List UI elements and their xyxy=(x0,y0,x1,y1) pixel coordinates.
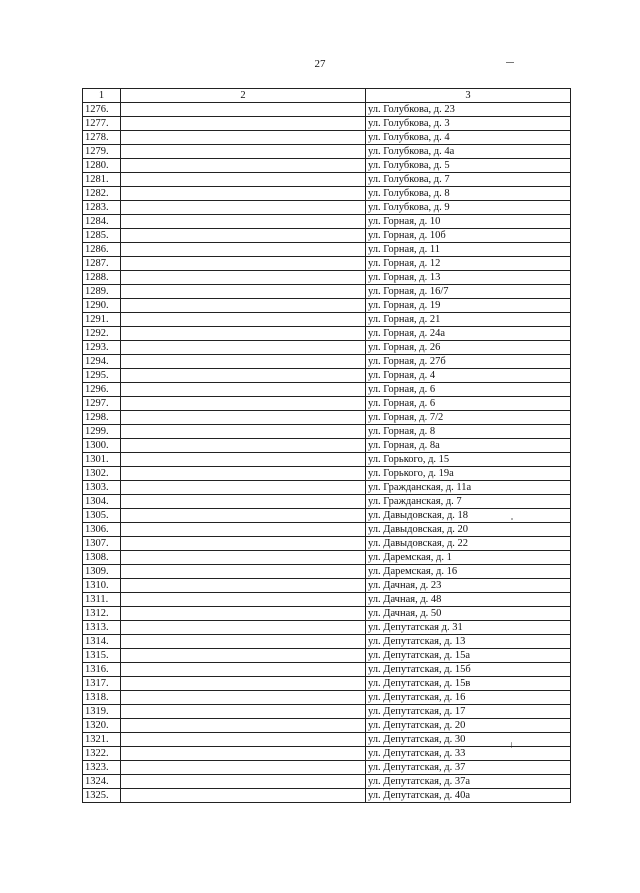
address-cell: ул. Депутатская, д. 15а xyxy=(366,649,571,663)
table-row xyxy=(83,593,571,607)
empty-cell xyxy=(121,173,366,187)
address-cell: ул. Депутатская, д. 37а xyxy=(366,775,571,789)
empty-cell xyxy=(121,621,366,635)
row-number: 1311. xyxy=(83,593,121,607)
address-cell: ул. Голубкова, д. 4 xyxy=(366,131,571,145)
address-cell: ул. Давыдовская, д. 20 xyxy=(366,523,571,537)
empty-cell xyxy=(121,481,366,495)
table-row xyxy=(83,243,571,257)
empty-cell xyxy=(121,411,366,425)
table-row xyxy=(83,551,571,565)
empty-cell xyxy=(121,775,366,789)
empty-cell xyxy=(121,355,366,369)
address-cell: ул. Горная, д. 26 xyxy=(366,341,571,355)
row-number: 1317. xyxy=(83,677,121,691)
table-row xyxy=(83,733,571,747)
address-cell: ул. Горная, д. 6 xyxy=(366,397,571,411)
empty-cell xyxy=(121,439,366,453)
empty-cell xyxy=(121,733,366,747)
address-cell: ул. Депутатская, д. 13 xyxy=(366,635,571,649)
table-row xyxy=(83,341,571,355)
table-row xyxy=(83,621,571,635)
empty-cell xyxy=(121,383,366,397)
row-number: 1324. xyxy=(83,775,121,789)
address-cell: ул. Даремская, д. 16 xyxy=(366,565,571,579)
address-cell: ул. Голубкова, д. 7 xyxy=(366,173,571,187)
table-row xyxy=(83,607,571,621)
address-cell: ул. Горная, д. 21 xyxy=(366,313,571,327)
table-row xyxy=(83,495,571,509)
row-number: 1293. xyxy=(83,341,121,355)
row-number: 1305. xyxy=(83,509,121,523)
table-row xyxy=(83,509,571,523)
address-cell: ул. Горная, д. 8 xyxy=(366,425,571,439)
table-row xyxy=(83,565,571,579)
empty-cell xyxy=(121,691,366,705)
address-cell: ул. Депутатская, д. 37 xyxy=(366,761,571,775)
address-cell: ул. Горная, д. 19 xyxy=(366,299,571,313)
page-number: 27 xyxy=(314,58,326,70)
address-cell: ул. Горная, д. 11 xyxy=(366,243,571,257)
table-header-row xyxy=(83,89,571,103)
row-number: 1312. xyxy=(83,607,121,621)
row-number: 1322. xyxy=(83,747,121,761)
address-cell: ул. Горная, д. 12 xyxy=(366,257,571,271)
table-row xyxy=(83,523,571,537)
empty-cell xyxy=(121,537,366,551)
address-cell: ул. Депутатская д. 31 xyxy=(366,621,571,635)
table-row xyxy=(83,201,571,215)
row-number: 1290. xyxy=(83,299,121,313)
address-cell: ул. Голубкова, д. 9 xyxy=(366,201,571,215)
scan-mark xyxy=(506,62,514,63)
row-number: 1296. xyxy=(83,383,121,397)
table-row xyxy=(83,719,571,733)
table-row xyxy=(83,747,571,761)
table-row xyxy=(83,173,571,187)
row-number: 1309. xyxy=(83,565,121,579)
address-cell: ул. Горная, д. 4 xyxy=(366,369,571,383)
empty-cell xyxy=(121,299,366,313)
empty-cell xyxy=(121,761,366,775)
address-cell: ул. Депутатская, д. 15в xyxy=(366,677,571,691)
row-number: 1318. xyxy=(83,691,121,705)
table-row xyxy=(83,159,571,173)
empty-cell xyxy=(121,327,366,341)
row-number: 1323. xyxy=(83,761,121,775)
empty-cell xyxy=(121,369,366,383)
row-number: 1284. xyxy=(83,215,121,229)
empty-cell xyxy=(121,453,366,467)
empty-cell xyxy=(121,635,366,649)
table-row xyxy=(83,775,571,789)
address-cell: ул. Давыдовская, д. 18 xyxy=(366,509,571,523)
empty-cell xyxy=(121,663,366,677)
table-row xyxy=(83,355,571,369)
row-number: 1292. xyxy=(83,327,121,341)
address-cell: ул. Горная, д. 27б xyxy=(366,355,571,369)
address-table xyxy=(82,88,571,803)
column-header-1: 1 xyxy=(83,89,121,103)
table-row xyxy=(83,467,571,481)
empty-cell xyxy=(121,159,366,173)
empty-cell xyxy=(121,313,366,327)
empty-cell xyxy=(121,551,366,565)
address-cell: ул. Голубкова, д. 23 xyxy=(366,103,571,117)
address-cell: ул. Депутатская, д. 40а xyxy=(366,789,571,803)
empty-cell xyxy=(121,229,366,243)
row-number: 1321. xyxy=(83,733,121,747)
address-cell: ул. Голубкова, д. 4а xyxy=(366,145,571,159)
table-row xyxy=(83,285,571,299)
address-cell: ул. Депутатская, д. 20 xyxy=(366,719,571,733)
table-body xyxy=(83,103,571,803)
table-row xyxy=(83,537,571,551)
row-number: 1310. xyxy=(83,579,121,593)
row-number: 1277. xyxy=(83,117,121,131)
table-row xyxy=(83,439,571,453)
table-row xyxy=(83,663,571,677)
address-cell: ул. Даремская, д. 1 xyxy=(366,551,571,565)
empty-cell xyxy=(121,495,366,509)
empty-cell xyxy=(121,593,366,607)
table-row xyxy=(83,299,571,313)
table-row xyxy=(83,145,571,159)
empty-cell xyxy=(121,677,366,691)
empty-cell xyxy=(121,467,366,481)
address-cell: ул. Горная, д. 10 xyxy=(366,215,571,229)
table-row xyxy=(83,131,571,145)
address-cell: ул. Горная, д. 6 xyxy=(366,383,571,397)
address-cell: ул. Гражданская, д. 11а xyxy=(366,481,571,495)
row-number: 1281. xyxy=(83,173,121,187)
empty-cell xyxy=(121,579,366,593)
table-row xyxy=(83,635,571,649)
table-row xyxy=(83,257,571,271)
table-row xyxy=(83,383,571,397)
address-cell: ул. Горная, д. 7/2 xyxy=(366,411,571,425)
table-row xyxy=(83,229,571,243)
row-number: 1316. xyxy=(83,663,121,677)
table-row xyxy=(83,789,571,803)
empty-cell xyxy=(121,257,366,271)
address-cell: ул. Депутатская, д. 17 xyxy=(366,705,571,719)
table-row xyxy=(83,691,571,705)
table-row xyxy=(83,369,571,383)
empty-cell xyxy=(121,747,366,761)
address-cell: ул. Горького, д. 15 xyxy=(366,453,571,467)
empty-cell xyxy=(121,145,366,159)
row-number: 1294. xyxy=(83,355,121,369)
row-number: 1280. xyxy=(83,159,121,173)
empty-cell xyxy=(121,719,366,733)
row-number: 1319. xyxy=(83,705,121,719)
table-row xyxy=(83,453,571,467)
table-row xyxy=(83,397,571,411)
empty-cell xyxy=(121,425,366,439)
address-cell: ул. Депутатская, д. 16 xyxy=(366,691,571,705)
address-cell: ул. Горная, д. 13 xyxy=(366,271,571,285)
row-number: 1313. xyxy=(83,621,121,635)
column-header-3: 3 xyxy=(366,89,571,103)
empty-cell xyxy=(121,201,366,215)
row-number: 1278. xyxy=(83,131,121,145)
row-number: 1314. xyxy=(83,635,121,649)
address-cell: ул. Дачная, д. 48 xyxy=(366,593,571,607)
table-row xyxy=(83,327,571,341)
table-row xyxy=(83,313,571,327)
table-row xyxy=(83,271,571,285)
empty-cell xyxy=(121,565,366,579)
row-number: 1303. xyxy=(83,481,121,495)
table-row xyxy=(83,411,571,425)
table-row xyxy=(83,579,571,593)
address-cell: ул. Горная, д. 8а xyxy=(366,439,571,453)
table-row xyxy=(83,705,571,719)
empty-cell xyxy=(121,187,366,201)
row-number: 1299. xyxy=(83,425,121,439)
row-number: 1300. xyxy=(83,439,121,453)
address-cell: ул. Депутатская, д. 30 xyxy=(366,733,571,747)
row-number: 1289. xyxy=(83,285,121,299)
address-cell: ул. Голубкова, д. 5 xyxy=(366,159,571,173)
table-row xyxy=(83,761,571,775)
address-cell: ул. Горная, д. 24а xyxy=(366,327,571,341)
row-number: 1288. xyxy=(83,271,121,285)
row-number: 1286. xyxy=(83,243,121,257)
table-row xyxy=(83,649,571,663)
address-cell: ул. Депутатская, д. 15б xyxy=(366,663,571,677)
empty-cell xyxy=(121,341,366,355)
row-number: 1287. xyxy=(83,257,121,271)
table-row xyxy=(83,103,571,117)
empty-cell xyxy=(121,789,366,803)
table-row xyxy=(83,117,571,131)
table-row xyxy=(83,481,571,495)
table-row xyxy=(83,425,571,439)
empty-cell xyxy=(121,215,366,229)
row-number: 1297. xyxy=(83,397,121,411)
row-number: 1282. xyxy=(83,187,121,201)
address-cell: ул. Горького, д. 19а xyxy=(366,467,571,481)
empty-cell xyxy=(121,607,366,621)
table-row xyxy=(83,187,571,201)
empty-cell xyxy=(121,103,366,117)
row-number: 1306. xyxy=(83,523,121,537)
row-number: 1285. xyxy=(83,229,121,243)
empty-cell xyxy=(121,397,366,411)
table-row xyxy=(83,677,571,691)
empty-cell xyxy=(121,243,366,257)
empty-cell xyxy=(121,131,366,145)
column-header-2: 2 xyxy=(121,89,366,103)
empty-cell xyxy=(121,285,366,299)
row-number: 1315. xyxy=(83,649,121,663)
row-number: 1276. xyxy=(83,103,121,117)
empty-cell xyxy=(121,649,366,663)
address-cell: ул. Депутатская, д. 33 xyxy=(366,747,571,761)
empty-cell xyxy=(121,523,366,537)
empty-cell xyxy=(121,271,366,285)
row-number: 1320. xyxy=(83,719,121,733)
row-number: 1325. xyxy=(83,789,121,803)
address-cell: ул. Дачная, д. 50 xyxy=(366,607,571,621)
empty-cell xyxy=(121,705,366,719)
address-cell: ул. Голубкова, д. 3 xyxy=(366,117,571,131)
row-number: 1291. xyxy=(83,313,121,327)
address-cell: ул. Горная, д. 10б xyxy=(366,229,571,243)
row-number: 1301. xyxy=(83,453,121,467)
table-row xyxy=(83,215,571,229)
address-cell: ул. Горная, д. 16/7 xyxy=(366,285,571,299)
row-number: 1304. xyxy=(83,495,121,509)
row-number: 1279. xyxy=(83,145,121,159)
address-cell: ул. Дачная, д. 23 xyxy=(366,579,571,593)
address-cell: ул. Давыдовская, д. 22 xyxy=(366,537,571,551)
row-number: 1307. xyxy=(83,537,121,551)
address-cell: ул. Гражданская, д. 7 xyxy=(366,495,571,509)
row-number: 1295. xyxy=(83,369,121,383)
empty-cell xyxy=(121,117,366,131)
row-number: 1298. xyxy=(83,411,121,425)
row-number: 1283. xyxy=(83,201,121,215)
empty-cell xyxy=(121,509,366,523)
row-number: 1308. xyxy=(83,551,121,565)
address-cell: ул. Голубкова, д. 8 xyxy=(366,187,571,201)
row-number: 1302. xyxy=(83,467,121,481)
